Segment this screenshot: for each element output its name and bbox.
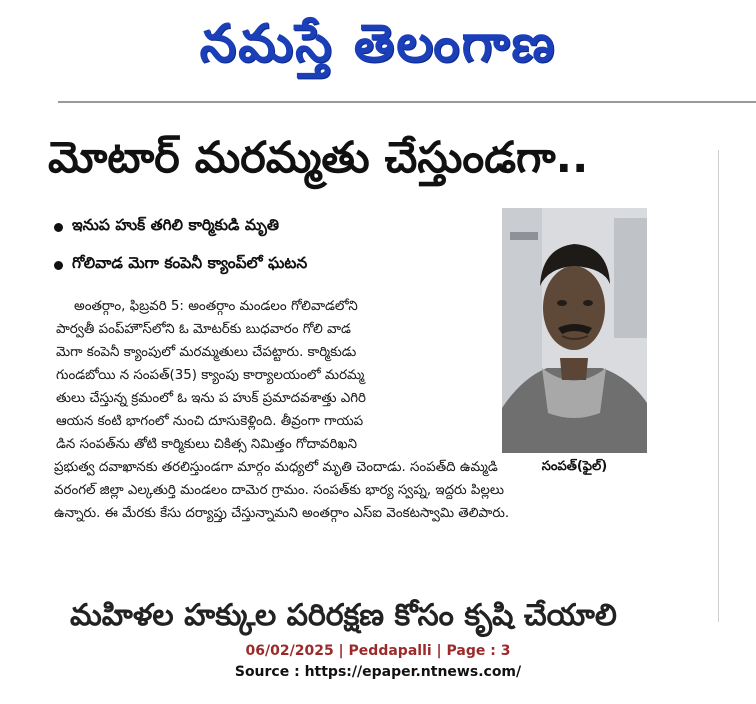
masthead-divider [58,101,756,103]
next-article-headline-fragment [70,598,710,633]
bullet-item [54,208,494,246]
bullet-dot-icon [54,261,63,270]
body-line: మెగా కంపెనీ క్యాంపులో మరమ్మతులు చేపట్టారు. కార్మికుడు [56,345,357,360]
body-line: డిన సంపత్‌ను తోటి కార్మికులు చికిత్స నిమిత్తం గోదావరిఖని [56,437,358,452]
body-line: పార్వతీ పంప్‌హౌస్‌లోని ఓ మోటర్‌కు బుధవారం గోలి వాడ [56,322,351,337]
body-line: గుండబోయి న సంపత్(35) క్యాంపు కార్యాలయంలో మరమ్మ [56,368,365,383]
portrait-image [502,208,647,453]
body-line: వరంగల్ జిల్లా ఎల్కతుర్తి మండలం దామెర గ్రామం. సంపత్‌కు భార్య స్వప్న, ఇద్దరు పిల్లలు [54,483,504,498]
body-line: అంతర్గాం, ఫిబ్రవరి 5: అంతర్గాం మండలం గోలివాడలోని [74,299,358,314]
page-footer [0,638,756,698]
masthead [0,0,756,100]
article-headline: మోటార్ మరమ్మతు చేస్తుండగా.. [48,133,589,183]
column-divider [718,150,719,622]
victim-photo [502,208,647,453]
next-article-headline-text: మహిళల హక్కుల పరిరక్షణ కోసం కృషి చేయాలి [70,598,617,633]
bullet-text: గోలివాడ మెగా కంపెనీ క్యాంప్‌లో ఘటన [72,254,308,272]
body-line: తులు చేస్తున్న క్రమంలో ఓ ఇను ప హుక్ ప్రమాదవశాత్తు ఎగిరి [56,391,366,406]
bullet-text: ఇనుప హుక్ తగిలి కార్మికుడి మృతి [72,216,279,234]
edition-info: 06/02/2025 | Peddapalli | Page : 3 [245,643,511,659]
bullet-dot-icon [54,223,63,232]
body-line: ప్రభుత్వ దవాఖానకు తరలిస్తుండగా మార్గం మధ్యలో మృతి చెందాడు. సంపత్‌ది ఉమ్మడి [54,460,498,475]
bullet-item [54,246,494,284]
body-line: ఆయన కంటి భాగంలో నుంచి దూసుకెళ్లింది. తీవ్రంగా గాయప [56,414,364,429]
newspaper-title: నమస్తే తెలంగాణ [199,13,557,74]
body-line: ఉన్నారు. ఈ మేరకు కేసు దర్యాప్తు చేస్తున్నామని అంతర్గాం ఎస్ఐ వెంకటస్వామి తెలిపారు. [54,506,510,521]
photo-caption: సంపత్(ఫైల్) [541,459,608,474]
article-bullets [54,208,494,284]
source-link[interactable]: Source : https://epaper.ntnews.com/ [234,664,522,680]
